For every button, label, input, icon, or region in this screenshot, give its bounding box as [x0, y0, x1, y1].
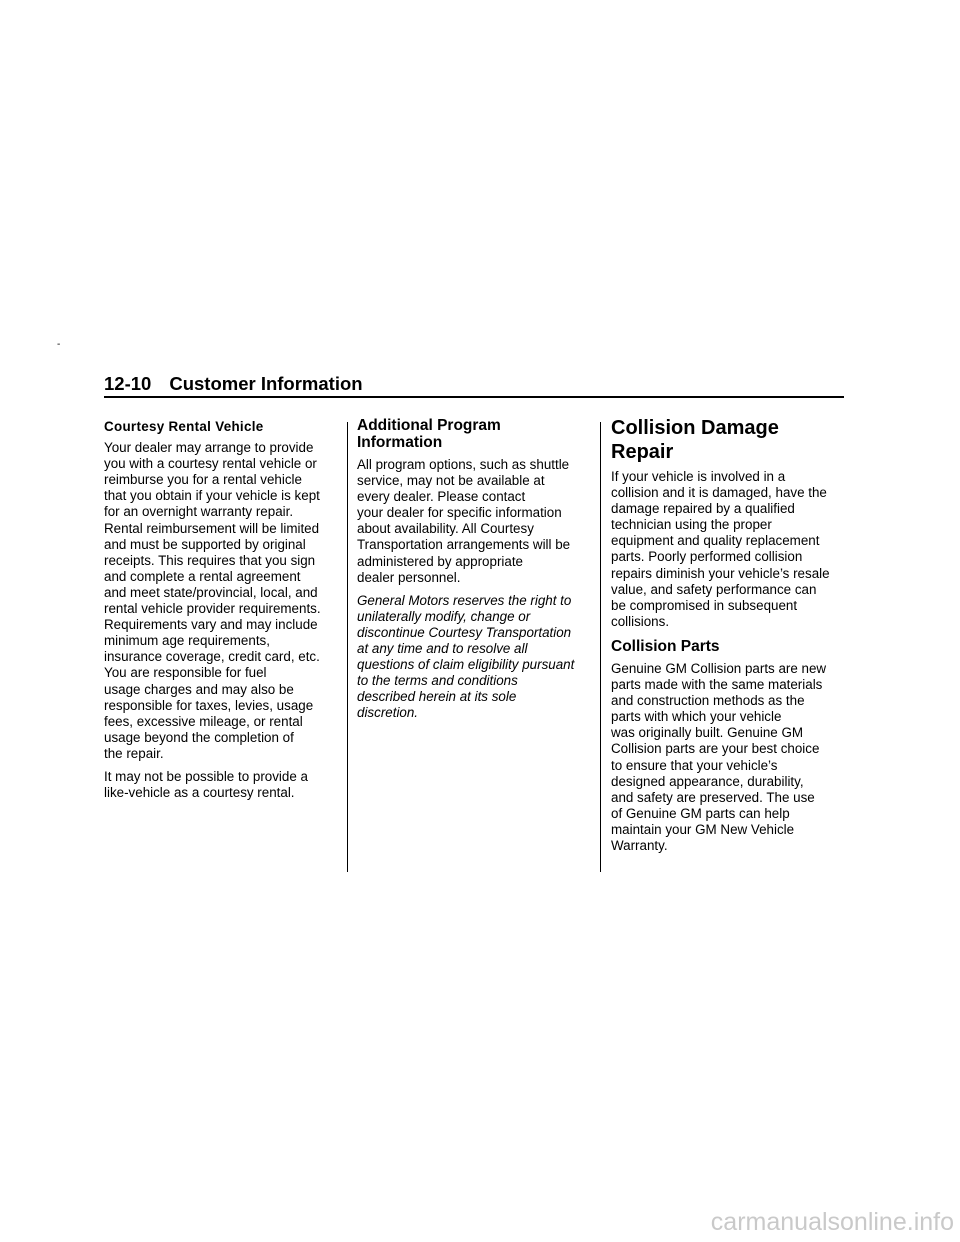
text-line: repairs diminish your vehicle’s resale	[611, 565, 830, 581]
text-line: and must be supported by original	[104, 536, 306, 552]
text-line: parts with which your vehicle	[611, 709, 782, 725]
text-line: every dealer. Please contact	[357, 489, 526, 505]
text-line: and safety are preserved. The use	[611, 789, 815, 805]
text-line: like-vehicle as a courtesy rental.	[104, 785, 295, 801]
text-line: of Genuine GM parts can help	[611, 805, 790, 821]
text-line: You are responsible for fuel	[104, 665, 267, 681]
text-line: service, may not be available at	[357, 473, 545, 489]
heading-line: Additional Program	[357, 417, 501, 434]
page-number: 12-10	[104, 373, 152, 394]
header-rule	[104, 396, 844, 398]
text-line: to the terms and conditions	[357, 673, 518, 689]
text-line: collisions.	[611, 613, 670, 629]
text-line: your dealer for specific information	[357, 505, 562, 521]
program-options-paragraph	[357, 457, 589, 586]
text-line: and complete a rental agreement	[104, 568, 301, 584]
text-line: you with a courtesy rental vehicle or	[104, 456, 317, 472]
header-text	[104, 373, 844, 395]
text-line: and construction methods as the	[611, 693, 805, 709]
text-line: Collision parts are your best choice	[611, 741, 820, 757]
text-line: discontinue Courtesy Transportation	[357, 624, 572, 640]
text-line: rental vehicle provider requirements.	[104, 601, 321, 617]
text-line: that you obtain if your vehicle is kept	[104, 488, 320, 504]
text-line: administered by appropriate	[357, 553, 523, 569]
corner-mark: -	[57, 339, 61, 350]
column-collision-repair	[611, 416, 843, 861]
text-line: about availability. All Courtesy	[357, 521, 534, 537]
text-line: for an overnight warranty repair.	[104, 504, 294, 520]
text-line: minimum age requirements,	[104, 633, 270, 649]
text-line: All program options, such as shuttle	[357, 457, 570, 472]
text-line: reimburse you for a rental vehicle	[104, 472, 302, 488]
text-line: collision and it is damaged, have the	[611, 485, 827, 501]
collision-damage-heading: Collision Damage Repair	[611, 417, 779, 463]
text-line: was originally built. Genuine GM	[611, 725, 804, 741]
column-additional-program	[357, 416, 589, 729]
text-line: Your dealer may arrange to provide	[104, 440, 314, 456]
text-line: described herein at its sole	[357, 689, 517, 705]
text-line: discretion.	[357, 705, 419, 721]
heading-line: Information	[357, 434, 443, 451]
text-line: and meet state/provincial, local, and	[104, 584, 318, 600]
text-line: questions of claim eligibility pursuant	[357, 657, 575, 673]
text-line: technician using the proper	[611, 517, 772, 533]
column-courtesy-rental	[104, 416, 336, 808]
gm-reserves-paragraph	[357, 593, 589, 722]
text-line: It may not be possible to provide a	[104, 768, 308, 784]
text-line: dealer personnel.	[357, 569, 461, 585]
text-line: designed appearance, durability,	[611, 773, 804, 789]
text-line: usage beyond the completion of	[104, 729, 294, 745]
collision-damage-paragraph	[611, 469, 843, 630]
text-line: If your vehicle is involved in a	[611, 469, 786, 484]
text-line: be compromised in subsequent	[611, 597, 798, 613]
text-line: value, and safety performance can	[611, 581, 817, 597]
text-line: insurance coverage, credit card, etc.	[104, 649, 320, 665]
text-line: maintain your GM New Vehicle	[611, 821, 795, 837]
text-line: responsible for taxes, levies, usage	[104, 697, 314, 713]
text-line: fees, excessive mileage, or rental	[104, 713, 303, 729]
collision-parts-paragraph	[611, 661, 843, 854]
text-line: Genuine GM Collision parts are new	[611, 660, 827, 676]
text-line: Requirements vary and may include	[104, 617, 318, 633]
column-divider-1	[347, 422, 348, 872]
text-line: equipment and quality replacement	[611, 533, 820, 549]
additional-program-heading	[357, 417, 589, 451]
text-line: unilaterally modify, change or	[357, 608, 531, 624]
text-line: Rental reimbursement will be limited	[104, 520, 320, 536]
section-title: Customer Information	[169, 373, 363, 394]
text-line: at any time and to resolve all	[357, 641, 528, 657]
column-divider-2	[600, 422, 601, 872]
collision-parts-heading: Collision Parts	[611, 637, 720, 655]
text-line: Warranty.	[611, 837, 668, 853]
text-line: usage charges and may also be	[104, 681, 294, 697]
text-line: Transportation arrangements will be	[357, 537, 571, 553]
text-line: General Motors reserves the right to	[357, 592, 572, 608]
like-vehicle-paragraph	[104, 769, 336, 801]
courtesy-rental-paragraph	[104, 440, 336, 762]
text-line: receipts. This requires that you sign	[104, 552, 316, 568]
courtesy-rental-heading: Courtesy Rental Vehicle	[104, 419, 264, 434]
watermark: carmanualsonline.info	[710, 1208, 954, 1236]
text-line: the repair.	[104, 745, 164, 761]
page-header	[104, 373, 844, 399]
text-line: parts. Poorly performed collision	[611, 549, 803, 565]
text-line: damage repaired by a qualified	[611, 501, 795, 517]
text-line: parts made with the same materials	[611, 677, 823, 693]
text-line: to ensure that your vehicle’s	[611, 757, 778, 773]
